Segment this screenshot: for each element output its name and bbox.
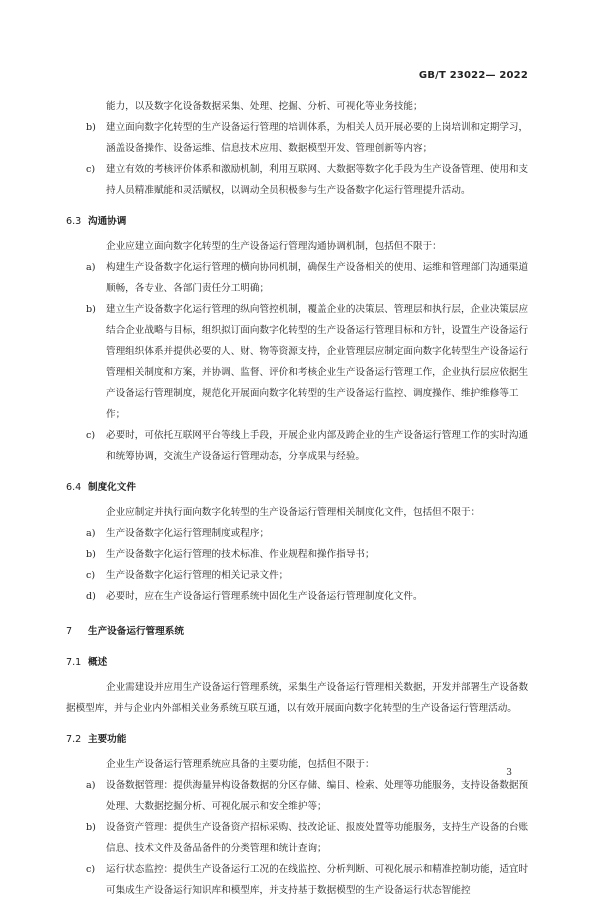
document-body	[66, 96, 534, 901]
list-marker: d)	[86, 591, 96, 602]
list-text: 设备资产管理：提供生产设备资产招标采购、技改论证、报废处置等功能服务，支持生产设备的台账信息、技术文件及备品备件的分类管理和统计查询；	[106, 822, 529, 854]
section-number: 6.3	[66, 216, 82, 227]
section-title: 制度化文件	[88, 482, 136, 493]
list-text: 建立生产设备数字化运行管理的纵向管控机制，覆盖企业的决策层、管理层和执行层，企业决策层应结合企业战略与目标，组织拟订面向数字化转型的生产设备运行管理目标和方针，设置生产设备运行管理组织体系并提供必要的人、财、物等资源支持，企业管理层应制定面向数字化转型生产设备运行管理相关制度和方案，并协调、监督、评价和考核企业生产设备运行管理工作，企业执行层应依据生产设备运行管理制度，规范化开展面向数字化转型的生产设备运行监控、调度操作、维护维修等工作；	[106, 304, 529, 420]
list-text: 建立面向数字化转型的生产设备运行管理的培训体系，为相关人员开展必要的上岗培训和定期学习，涵盖设备操作、设备运维、信息技术应用、数据模型开发、管理创新等内容；	[106, 122, 529, 154]
section-number: 7.1	[66, 657, 82, 668]
section-lead: 企业应制定并执行面向数字化转型的生产设备运行管理相关制度化文件，包括但不限于：	[106, 507, 481, 518]
list-marker: a)	[86, 780, 96, 791]
list-marker: c)	[86, 864, 96, 875]
list-marker: a)	[86, 262, 96, 273]
section-heading-7	[66, 621, 534, 642]
list-item	[66, 586, 534, 607]
list-marker: b)	[86, 304, 96, 315]
section-heading-6-4	[66, 477, 534, 498]
continuation-line: 能力，以及数字化设备数据采集、处理、挖掘、分析、可视化等业务技能；	[106, 101, 423, 112]
list-marker: b)	[86, 122, 96, 133]
section-heading-7-1	[66, 652, 534, 673]
list-62	[66, 117, 534, 201]
list-text: 运行状态监控：提供生产设备运行工况的在线监控、分析判断、可视化展示和精准控制功能，适宜时可集成生产设备运行知识库和模型库，并支持基于数据模型的生产设备运行状态智能控	[106, 864, 529, 896]
list-marker: c)	[86, 430, 96, 441]
standard-code: GB/T 23022— 2022	[418, 70, 528, 81]
section-number: 6.4	[66, 482, 82, 493]
list-text: 生产设备数字化运行管理的相关记录文件；	[106, 570, 289, 581]
section-heading-7-2	[66, 729, 534, 750]
list-text: 设备数据管理：提供海量异构设备数据的分区存储、编目、检索、处理等功能服务，支持设备数据预处理、大数据挖掘分析、可视化展示和安全维护等；	[106, 780, 529, 812]
page-number: 3	[506, 768, 512, 778]
section-lead: 企业生产设备运行管理系统应具备的主要功能，包括但不限于：	[106, 759, 375, 770]
list-text: 建立有效的考核评价体系和激励机制，利用互联网、大数据等数字化手段为生产设备管理、使用和支持人员精准赋能和灵活赋权，以调动全员积极参与生产设备数字化运行管理提升活动。	[106, 164, 529, 196]
section-number: 7	[66, 626, 73, 637]
section-number: 7.2	[66, 734, 82, 745]
list-text: 生产设备数字化运行管理的技术标准、作业规程和操作指导书；	[106, 549, 375, 560]
list-item	[66, 817, 534, 859]
section-heading-6-3	[66, 211, 534, 232]
list-item	[66, 565, 534, 586]
section-title: 主要功能	[88, 734, 127, 745]
list-item	[66, 299, 534, 425]
list-marker: c)	[86, 164, 96, 175]
list-item	[66, 859, 534, 901]
section-lead: 企业应建立面向数字化转型的生产设备运行管理沟通协调机制，包括但不限于：	[106, 241, 442, 252]
list-marker: c)	[86, 570, 96, 581]
list-item	[66, 544, 534, 565]
section-title: 沟通协调	[88, 216, 127, 227]
list-item	[66, 425, 534, 467]
list-text: 构建生产设备数字化运行管理的横向协同机制，确保生产设备相关的使用、运维和管理部门沟通渠道顺畅，各专业、各部门责任分工明确；	[106, 262, 529, 294]
list-item	[66, 117, 534, 159]
section-body: 企业需建设并应用生产设备运行管理系统，采集生产设备运行管理相关数据，开发并部署生产设备数据模型库，并与企业内外部相关业务系统互联互通，以有效开展面向数字化转型的生产设备运行管理活动。	[66, 682, 529, 714]
section-title: 生产设备运行管理系统	[88, 626, 184, 637]
list-text: 必要时，可依托互联网平台等线上手段，开展企业内部及跨企业的生产设备运行管理工作的实时沟通和统筹协调，交流生产设备运行管理动态，分享成果与经验。	[106, 430, 529, 462]
list-item	[66, 523, 534, 544]
list-text: 必要时，应在生产设备运行管理系统中固化生产设备运行管理制度化文件。	[106, 591, 423, 602]
list-item	[66, 257, 534, 299]
list-item	[66, 775, 534, 817]
section-title: 概述	[88, 657, 108, 668]
list-marker: a)	[86, 528, 96, 539]
list-marker: b)	[86, 822, 96, 833]
list-marker: b)	[86, 549, 96, 560]
list-item	[66, 159, 534, 201]
list-text: 生产设备数字化运行管理制度或程序；	[106, 528, 270, 539]
